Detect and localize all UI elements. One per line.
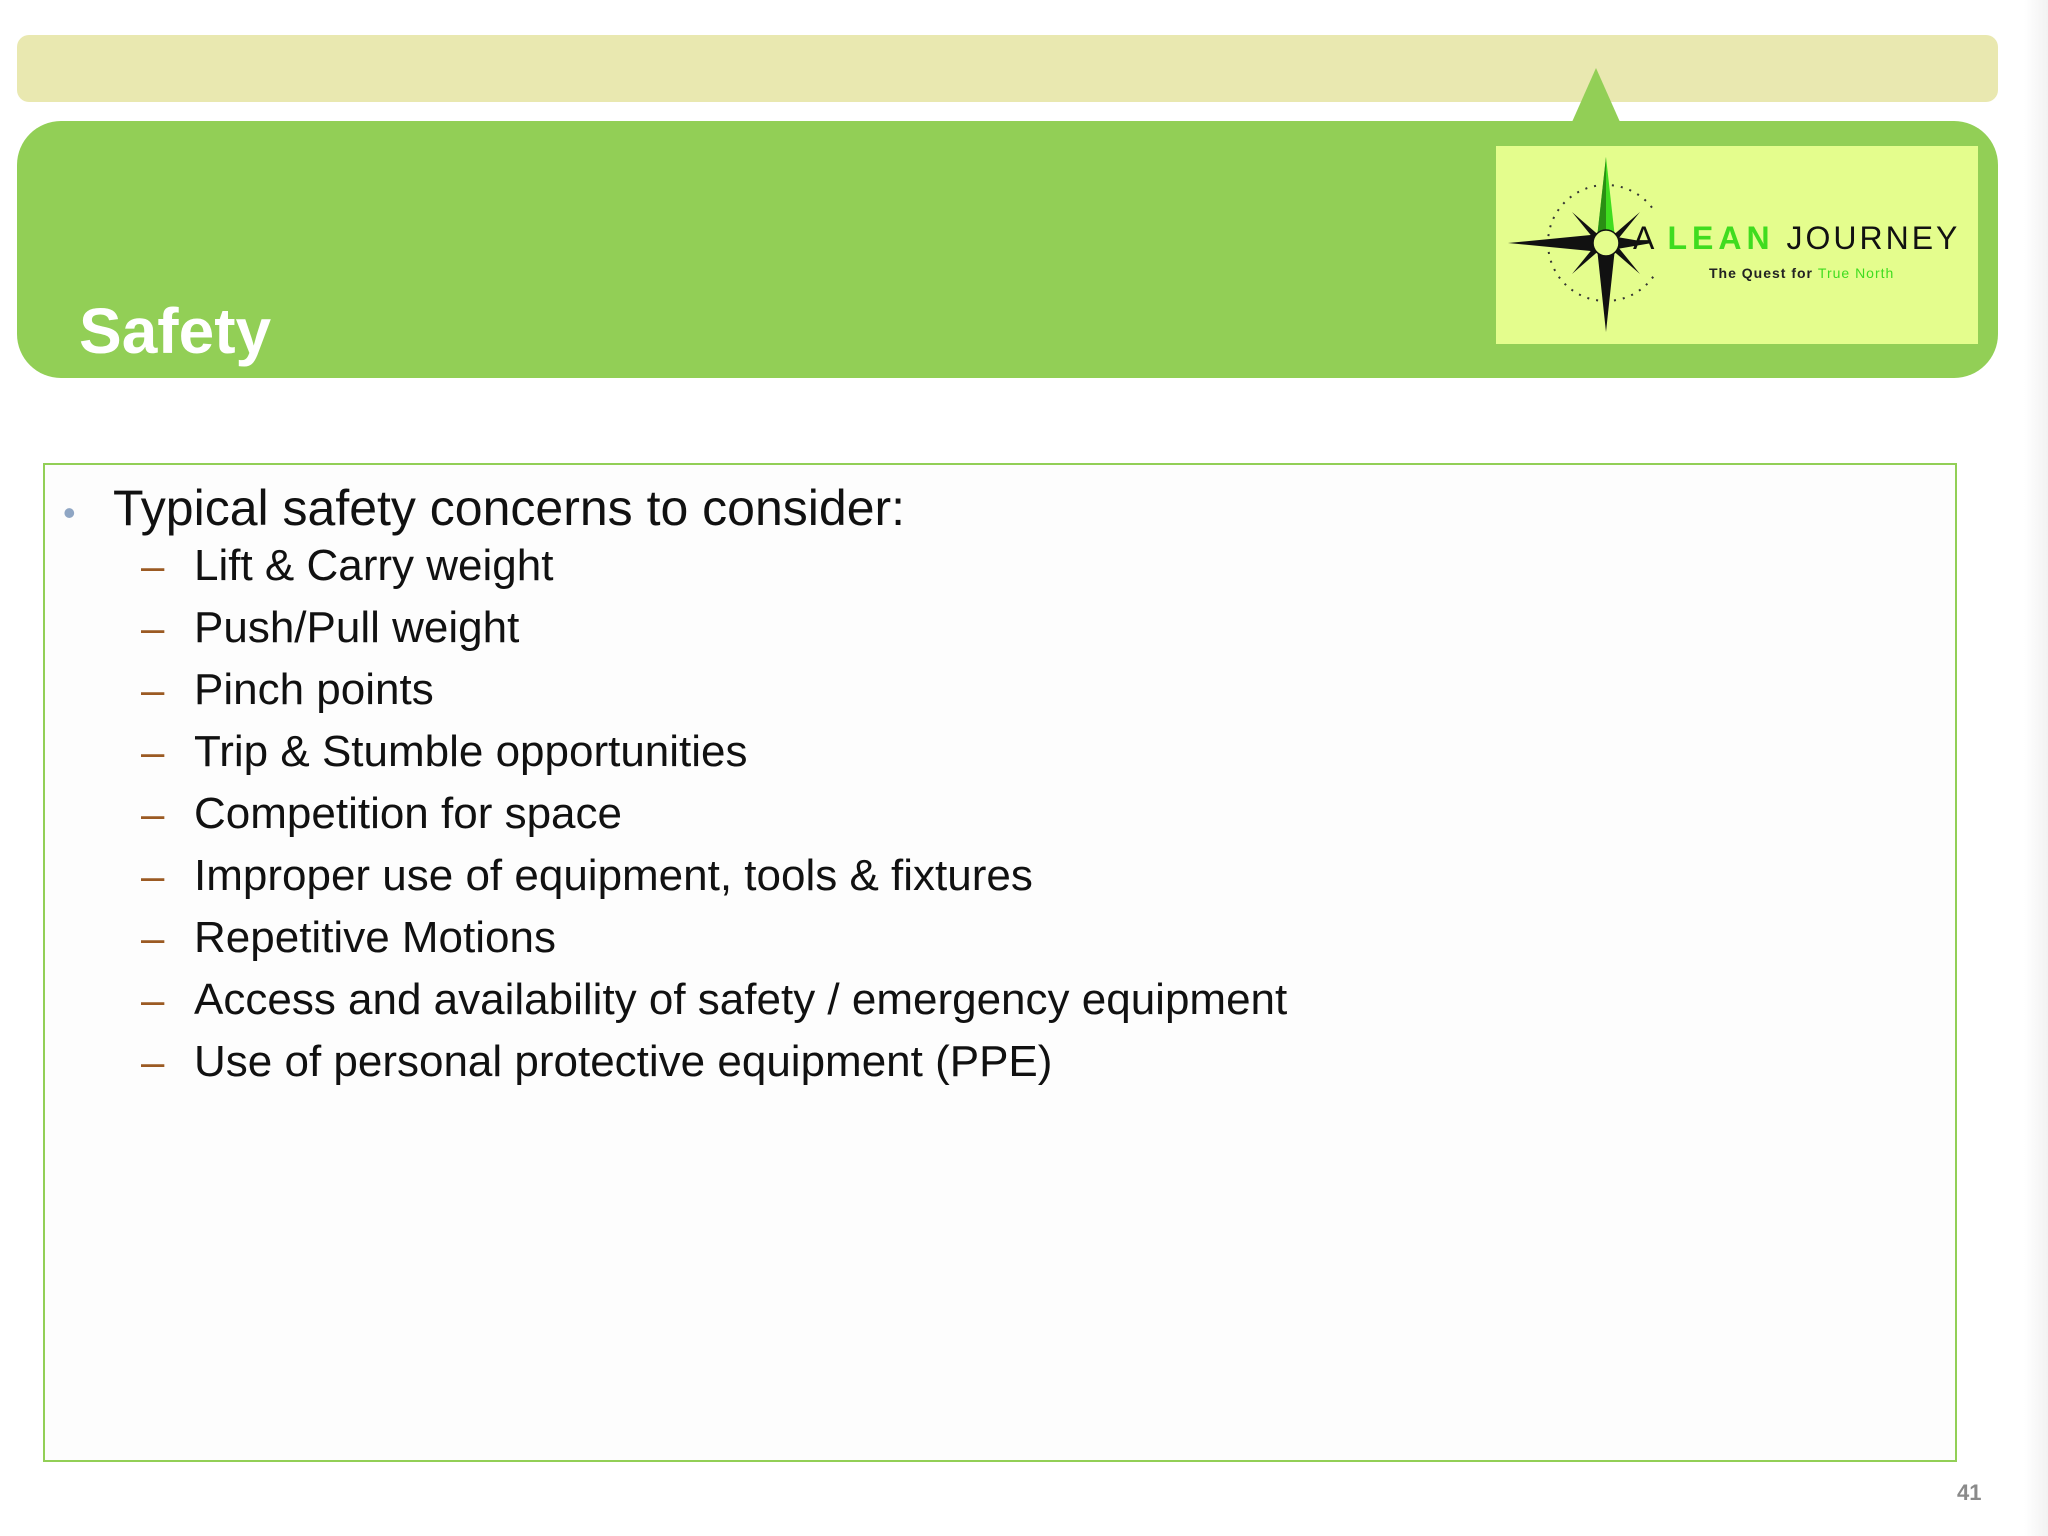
main-bullet: [63, 479, 905, 537]
list-item: [141, 975, 1287, 1037]
list-item-text: Trip & Stumble opportunities: [194, 727, 748, 776]
right-edge-shade: [2024, 0, 2048, 1536]
list-item-text: Repetitive Motions: [194, 913, 556, 962]
dash-icon: –: [141, 852, 165, 899]
logo: [1496, 146, 1978, 344]
logo-wordmark: [1633, 222, 1960, 254]
bullet-dot-icon: •: [63, 492, 76, 533]
list-item-text: Access and availability of safety / emergency equipment: [194, 975, 1288, 1024]
list-item: [141, 603, 1287, 665]
logo-tagline: [1709, 266, 1894, 280]
dash-icon: –: [141, 914, 165, 961]
sub-bullet-list: [141, 541, 1287, 1099]
top-band: [17, 35, 1998, 102]
list-item: [141, 851, 1287, 913]
list-item: [141, 727, 1287, 789]
logo-tagline-prefix: The Quest for: [1709, 265, 1814, 281]
dash-icon: –: [141, 666, 165, 713]
list-item-text: Pinch points: [194, 665, 434, 714]
logo-prefix: A: [1633, 220, 1656, 256]
list-item: [141, 665, 1287, 727]
dash-icon: –: [141, 1038, 165, 1085]
list-item-text: Competition for space: [194, 789, 622, 838]
content-box: [43, 463, 1957, 1462]
list-item: [141, 541, 1287, 603]
logo-lean: LEAN: [1667, 220, 1775, 256]
header-pointer: [1572, 68, 1620, 122]
logo-journey: JOURNEY: [1786, 220, 1961, 256]
page-number: 41: [1957, 1480, 1982, 1505]
slide-title: Safety: [79, 295, 272, 367]
list-item: [141, 789, 1287, 851]
dash-icon: –: [141, 604, 165, 651]
list-item-text: Use of personal protective equipment (PPE): [194, 1037, 1053, 1086]
list-item: [141, 1037, 1287, 1099]
dash-icon: –: [141, 790, 165, 837]
dash-icon: –: [141, 542, 165, 589]
main-bullet-text: Typical safety concerns to consider:: [113, 480, 906, 536]
list-item-text: Improper use of equipment, tools & fixtures: [194, 851, 1033, 900]
logo-tagline-accent: True North: [1817, 265, 1895, 281]
dash-icon: –: [141, 728, 165, 775]
compass-rose-icon: [1504, 154, 1654, 336]
list-item-text: Lift & Carry weight: [194, 541, 554, 590]
dash-icon: –: [141, 976, 165, 1023]
list-item: [141, 913, 1287, 975]
list-item-text: Push/Pull weight: [194, 603, 520, 652]
